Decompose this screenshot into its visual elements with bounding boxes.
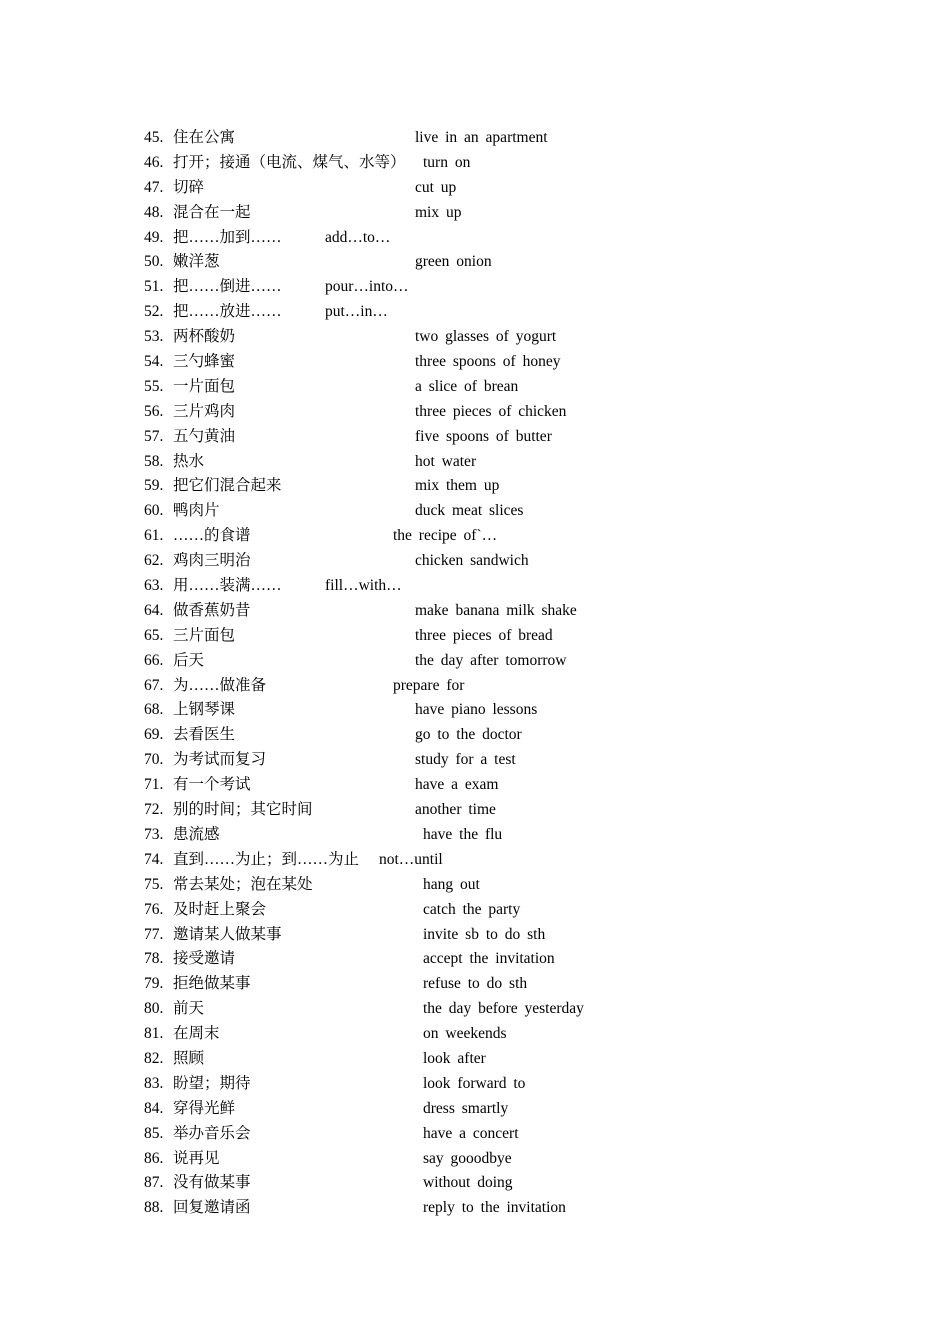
vocab-row [144,574,824,599]
chinese-phrase: 为考试而复习 [173,751,267,769]
vocab-row [144,400,824,425]
item-number: 78. [144,950,164,968]
vocab-row [144,947,824,972]
chinese-phrase: 住在公寓 [173,129,236,146]
item-number: 48. [144,203,164,221]
vocab-row [144,325,824,350]
item-number: 47. [144,178,164,196]
english-phrase: fill…with… [325,577,402,595]
item-number: 85. [144,1124,164,1142]
english-phrase: prepare for [393,676,465,694]
vocab-row [144,674,824,699]
chinese-phrase: 及时赶上聚会 [173,900,267,918]
item-number: 55. [144,377,164,395]
english-phrase: three pieces of chicken [415,402,567,420]
item-number: 68. [144,701,164,719]
vocab-row [144,649,824,674]
english-phrase: look forward to [423,1074,526,1092]
chinese-phrase: 切碎 [173,178,205,196]
english-phrase: add…to… [325,228,391,246]
english-phrase: turn on [423,153,471,171]
english-phrase: a slice of brean [415,377,519,395]
vocab-row [144,1047,824,1072]
chinese-phrase: 把……倒进…… [173,278,282,296]
item-number: 76. [144,900,164,918]
item-number: 53. [144,328,164,346]
chinese-phrase: 举办音乐会 [173,1124,251,1142]
vocab-row [144,1147,824,1172]
english-phrase: cut up [415,178,457,196]
chinese-phrase: 有一个考试 [173,776,251,794]
vocab-row [144,698,824,723]
english-phrase: look after [423,1049,486,1067]
chinese-phrase: 照顾 [173,1049,205,1067]
item-number: 65. [144,626,164,644]
chinese-phrase: 五勺黄油 [173,427,236,445]
english-phrase: duck meat slices [415,502,524,520]
vocab-row [144,1122,824,1147]
chinese-phrase: 别的时间；其它时间 [173,801,313,819]
chinese-phrase: 三勺蜂蜜 [173,353,236,371]
item-number: 61. [144,527,164,545]
chinese-phrase: 三片鸡肉 [173,402,236,420]
vocab-row [144,126,824,151]
item-number: 73. [144,825,164,843]
chinese-phrase: 说再见 [173,1149,220,1167]
english-phrase: chicken sandwich [415,552,529,570]
english-phrase: without doing [423,1174,513,1192]
english-phrase: have piano lessons [415,701,538,719]
chinese-phrase: 一片面包 [173,377,236,395]
chinese-phrase: 上钢琴课 [173,701,236,719]
item-number: 52. [144,303,164,321]
item-number: 83. [144,1074,164,1092]
english-phrase: five spoons of butter [415,427,552,445]
chinese-phrase: ……的食谱 [173,527,251,545]
english-phrase: another time [415,801,496,819]
english-phrase: make banana milk shake [415,601,577,619]
english-phrase: catch the party [423,900,521,918]
chinese-phrase: 没有做某事 [173,1174,251,1192]
chinese-phrase: 把……加到…… [173,228,282,246]
english-phrase: have a concert [423,1124,519,1142]
chinese-phrase: 邀请某人做某事 [173,925,282,943]
chinese-phrase: 回复邀请函 [173,1199,251,1217]
english-phrase: put…in… [325,303,388,321]
english-phrase: two glasses of yogurt [415,328,557,346]
item-number: 63. [144,577,164,595]
item-number: 87. [144,1174,164,1192]
vocab-row [144,450,824,475]
item-number: 81. [144,1025,164,1043]
vocab-row [144,250,824,275]
item-number: 69. [144,726,164,744]
item-number: 46. [144,153,164,171]
english-phrase: on weekends [423,1025,507,1043]
english-phrase: three spoons of honey [415,353,561,371]
chinese-phrase: 常去某处；泡在某处 [173,875,313,893]
vocab-row [144,923,824,948]
vocab-row [144,873,824,898]
english-phrase: hot water [415,452,477,470]
chinese-phrase: 打开；接通（电流、煤气、水等） [173,153,406,171]
vocab-row [144,624,824,649]
chinese-phrase: 两杯酸奶 [173,328,236,346]
english-phrase: invite sb to do sth [423,925,546,943]
item-number: 71. [144,776,164,794]
english-phrase: three pieces of bread [415,626,553,644]
chinese-phrase: 接受邀请 [173,950,236,968]
english-phrase: study for a test [415,751,516,769]
item-number: 49. [144,228,164,246]
item-number: 88. [144,1199,164,1217]
item-number: 51. [144,278,164,296]
chinese-phrase: 混合在一起 [173,203,251,221]
item-number: 67. [144,676,164,694]
vocab-row [144,898,824,923]
chinese-phrase: 热水 [173,452,205,470]
vocab-row [144,997,824,1022]
english-phrase: have the flu [423,825,503,843]
chinese-phrase: 用……装满…… [173,577,282,595]
item-number: 56. [144,402,164,420]
item-number: 54. [144,353,164,371]
chinese-phrase: 做香蕉奶昔 [173,601,251,619]
item-number: 72. [144,801,164,819]
vocab-row [144,226,824,251]
vocab-row [144,275,824,300]
vocab-row [144,549,824,574]
item-number: 84. [144,1099,164,1117]
vocab-row [144,375,824,400]
vocab-row [144,524,824,549]
vocab-row [144,748,824,773]
vocab-row [144,773,824,798]
item-number: 66. [144,651,164,669]
item-number: 77. [144,925,164,943]
item-number: 64. [144,601,164,619]
english-phrase: say gooodbye [423,1149,512,1167]
vocab-row [144,350,824,375]
vocab-row [144,425,824,450]
vocab-row [144,151,824,176]
english-phrase: green onion [415,253,492,271]
chinese-phrase: 盼望；期待 [173,1074,251,1092]
chinese-phrase: 鸭肉片 [173,502,220,520]
vocab-row [144,201,824,226]
english-phrase: the day after tomorrow [415,651,567,669]
item-number: 86. [144,1149,164,1167]
english-phrase: the recipe of`… [393,527,498,545]
item-number: 82. [144,1049,164,1067]
vocab-row [144,1072,824,1097]
item-number: 74. [144,850,164,868]
english-phrase: refuse to do sth [423,975,528,993]
vocab-row [144,300,824,325]
english-phrase: live in an apartment [415,129,548,146]
vocab-row [144,474,824,499]
english-phrase: accept the invitation [423,950,555,968]
chinese-phrase: 患流感 [173,825,220,843]
vocab-row [144,176,824,201]
english-phrase: reply to the invitation [423,1199,566,1217]
vocab-row [144,823,824,848]
vocab-row [144,1097,824,1122]
english-phrase: mix them up [415,477,500,495]
english-phrase: go to the doctor [415,726,522,744]
item-number: 50. [144,253,164,271]
english-phrase: have a exam [415,776,499,794]
vocab-row [144,848,824,873]
vocab-row [144,972,824,997]
chinese-phrase: 把它们混合起来 [173,477,282,495]
chinese-phrase: 把……放进…… [173,303,282,321]
chinese-phrase: 穿得光鲜 [173,1099,236,1117]
item-number: 59. [144,477,164,495]
item-number: 80. [144,1000,164,1018]
chinese-phrase: 前天 [173,1000,205,1018]
chinese-phrase: 拒绝做某事 [173,975,251,993]
chinese-phrase: 为……做准备 [173,676,267,694]
vocab-row [144,798,824,823]
chinese-phrase: 嫩洋葱 [173,253,220,271]
chinese-phrase: 在周末 [173,1025,220,1043]
item-number: 45. [144,129,164,146]
english-phrase: mix up [415,203,462,221]
vocab-row [144,499,824,524]
vocab-row [144,1022,824,1047]
english-phrase: pour…into… [325,278,409,296]
vocab-row [144,1171,824,1196]
english-phrase: not…until [379,850,443,868]
vocab-row [144,1196,824,1221]
english-phrase: the day before yesterday [423,1000,584,1018]
item-number: 79. [144,975,164,993]
vocab-row [144,599,824,624]
item-number: 75. [144,875,164,893]
english-phrase: dress smartly [423,1099,509,1117]
vocab-row [144,723,824,748]
chinese-phrase: 后天 [173,651,205,669]
vocabulary-list [144,126,824,1221]
chinese-phrase: 直到……为止；到……为止 [173,850,360,868]
english-phrase: hang out [423,875,480,893]
item-number: 58. [144,452,164,470]
chinese-phrase: 鸡肉三明治 [173,552,251,570]
item-number: 62. [144,552,164,570]
item-number: 60. [144,502,164,520]
item-number: 70. [144,751,164,769]
chinese-phrase: 去看医生 [173,726,236,744]
item-number: 57. [144,427,164,445]
chinese-phrase: 三片面包 [173,626,236,644]
